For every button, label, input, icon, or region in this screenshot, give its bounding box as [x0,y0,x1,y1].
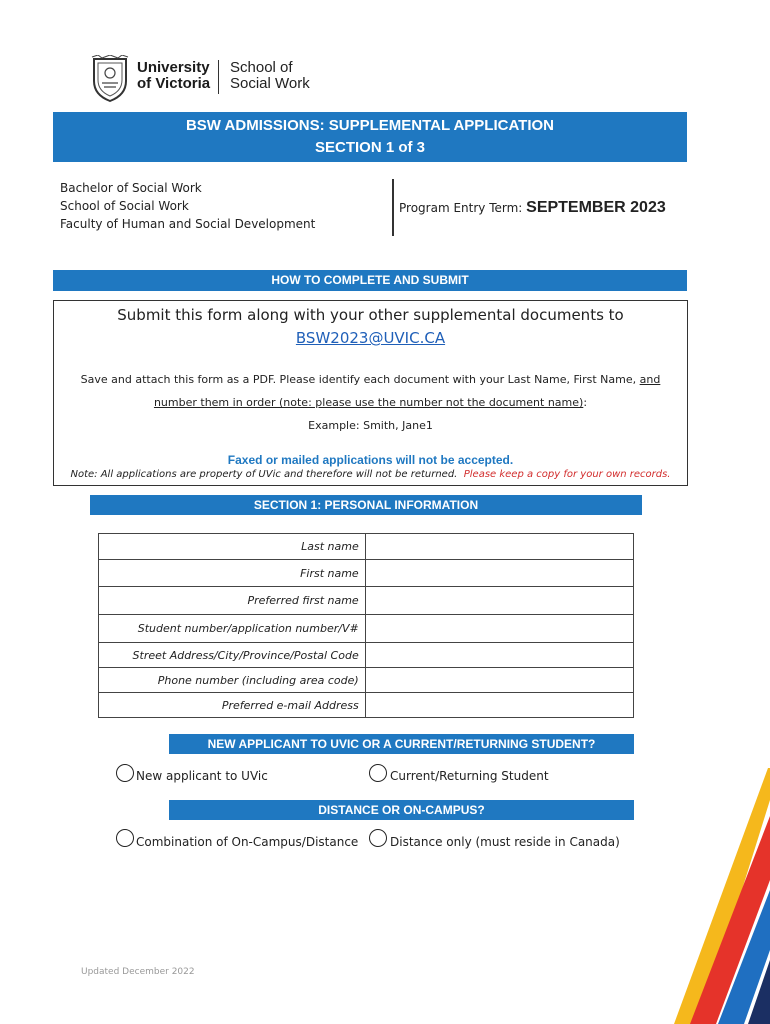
section1-heading: SECTION 1: PERSONAL INFORMATION [90,495,642,515]
table-row [99,643,634,668]
table-row [99,668,634,693]
new-applicant-label: New applicant to UVic [136,769,268,783]
program-line: School of Social Work [60,199,189,213]
new-applicant-radio[interactable] [116,764,134,782]
distance-only-label: Distance only (must reside in Canada) [390,835,620,849]
personal-info-table [98,533,634,718]
combination-label: Combination of On-Campus/Distance [136,835,359,849]
phone-field[interactable] [365,668,633,693]
combination-radio[interactable] [116,829,134,847]
how-to-heading: HOW TO COMPLETE AND SUBMIT [53,270,687,291]
submit-email-link[interactable]: BSW2023@UVIC.CA [295,329,446,347]
naming-example: Example: Smith, Jane1 [308,419,433,432]
table-row [99,587,634,615]
returning-student-label: Current/Returning Student [390,769,549,783]
note-keep-copy: Please keep a copy for your own records. [463,469,671,480]
distance-only-radio[interactable] [369,829,387,847]
program-divider [392,179,394,236]
table-row [99,560,634,587]
updated-date: Updated December 2022 [81,967,195,977]
university-wordmark [137,60,210,92]
preferred-first-name-field[interactable] [365,587,633,615]
decorative-stripes [660,760,770,1024]
program-line: Faculty of Human and Social Development [60,217,316,231]
property-note [54,469,687,480]
program-line: Bachelor of Social Work [60,181,202,195]
field-label: Preferred first name [99,587,366,615]
uvic-crest-logo [90,55,130,103]
school-wordmark [230,60,310,92]
entry-term-value: SEPTEMBER 2023 [526,199,666,216]
student-number-field[interactable] [365,615,633,643]
field-label: Student number/application number/V# [99,615,366,643]
field-label: Last name [99,534,366,560]
body-part1: Save and attach this form as a PDF. Please identify each document with your Last Name, First Name, [80,373,640,386]
field-label: Preferred e-mail Address [99,693,366,718]
field-label: First name [99,560,366,587]
section-indicator: SECTION 1 of 3 [314,139,426,156]
entry-term-label: Program Entry Term: [399,201,527,215]
table-row [99,693,634,718]
address-field[interactable] [365,643,633,668]
submit-main-text: Submit this form along with your other supplemental documents to [117,306,624,324]
submit-instructions [54,304,687,350]
table-row [99,534,634,560]
logo-divider [218,60,219,94]
body-part2: number them in order (note: please use the number not the document name) [153,396,584,409]
submit-body-text [54,368,687,437]
first-name-field[interactable] [365,560,633,587]
applicant-type-heading: NEW APPLICANT TO UVIC OR A CURRENT/RETURNING STUDENT? [169,734,634,754]
program-info [60,179,315,233]
email-field[interactable] [365,693,633,718]
page-title: BSW ADMISSIONS: SUPPLEMENTAL APPLICATION [185,117,555,134]
university-line2: of Victoria [137,75,211,92]
body-part2-end: : [583,396,588,409]
faxed-warning: Faxed or mailed applications will not be accepted. [227,453,514,467]
submit-instructions-box [53,300,688,486]
school-line2: Social Work [230,75,310,92]
table-row [99,615,634,643]
last-name-field[interactable] [365,534,633,560]
university-line1: University [137,59,210,76]
field-label: Phone number (including area code) [99,668,366,693]
body-and: and [639,373,661,386]
delivery-mode-heading: DISTANCE OR ON-CAMPUS? [169,800,634,820]
note-text: Note: All applications are property of UVic and therefore will not be returned. [70,469,458,480]
title-banner [53,112,687,162]
field-label: Street Address/City/Province/Postal Code [99,643,366,668]
program-entry-term [399,199,666,217]
returning-student-radio[interactable] [369,764,387,782]
school-line1: School of [230,59,293,76]
